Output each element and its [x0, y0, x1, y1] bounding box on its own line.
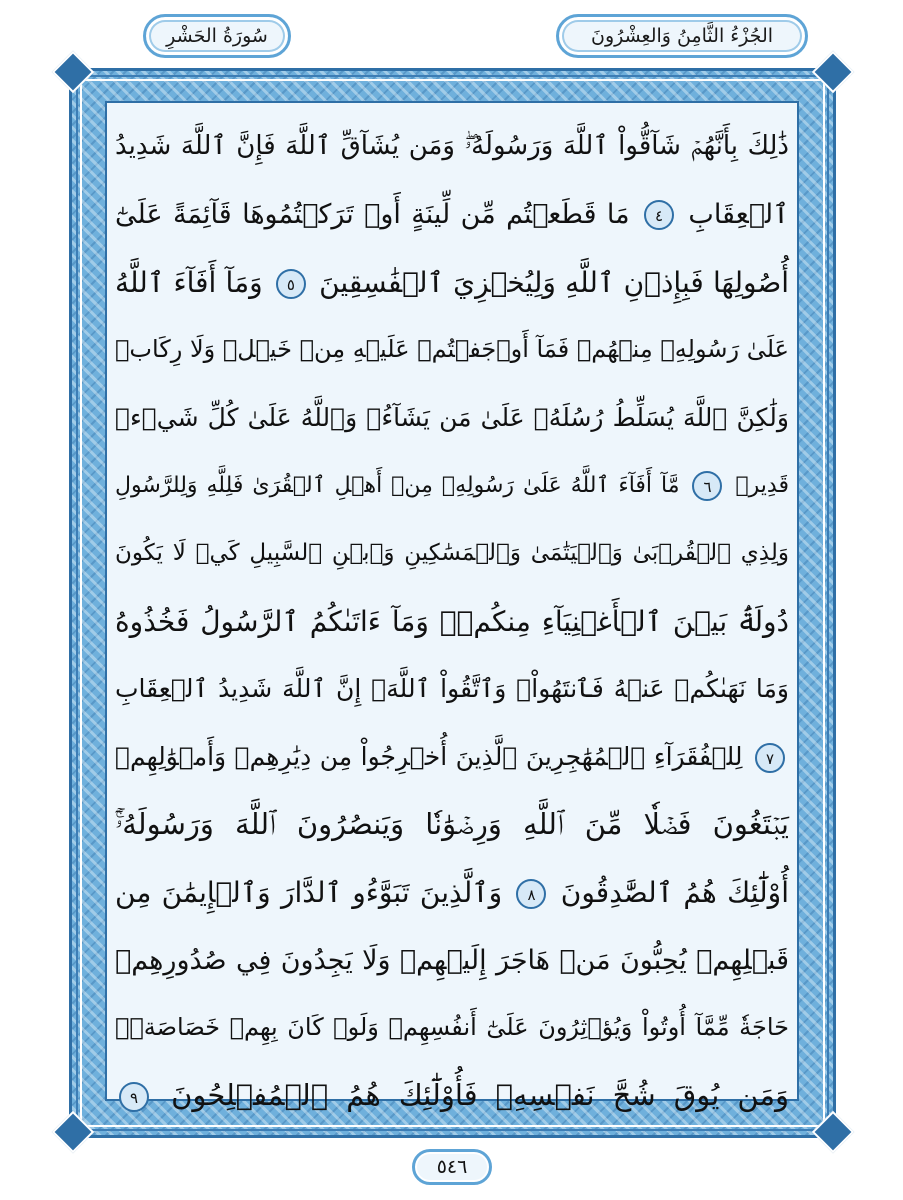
text-line: [115, 927, 789, 995]
text-line: [115, 452, 789, 520]
verse-text: مَا قَطَعۡتُم مِّن لِّينَةٍ أَوۡ تَرَكۡتُمُوهَا قَآئِمَةً عَلَىٰٓ: [115, 198, 630, 230]
ayah-number-marker: ٤: [644, 200, 674, 230]
text-line: [115, 113, 789, 181]
text-line: [115, 384, 789, 452]
text-line: [115, 520, 789, 588]
text-line: [115, 655, 789, 723]
verse-text: يَبۡتَغُونَ فَضۡلٗا مِّنَ ٱللَّهِ وَرِضۡوَٰنٗا وَيَنصُرُونَ ٱللَّهَ وَرَسُولَهُۥٓۚ: [115, 806, 789, 841]
verse-text: أُصُولِهَا فَبِإِذۡنِ ٱللَّهِ وَلِيُخۡزِيَ ٱلۡفَٰسِقِينَ: [319, 265, 790, 299]
verse-text: وَمَا نَهَىٰكُمۡ عَنۡهُ فَٱنتَهُواْۚ وَٱتَّقُواْ ٱللَّهَۖ إِنَّ ٱللَّهَ شَدِيدُ ٱلۡعِقَابِ: [115, 674, 789, 704]
text-line: [115, 316, 789, 384]
text-line: [115, 249, 789, 317]
surah-title-cartouche: [143, 14, 291, 58]
verse-text: وَلَٰكِنَّ ٱللَّهَ يُسَلِّطُ رُسُلَهُۥ عَلَىٰ مَن يَشَآءُۚ وَٱللَّهُ عَلَىٰ كُلِّ شَيۡءٖ: [115, 403, 789, 433]
surah-title: سُورَةُ الحَشْرِ: [166, 25, 268, 47]
verse-text: وَمَن يُوقَ شُحَّ نَفۡسِهِۦ فَأُوْلَٰٓئِكَ هُمُ ٱلۡمُفۡلِحُونَ: [171, 1078, 789, 1113]
verse-text: دُولَةَۢ بَيۡنَ ٱلۡأَغۡنِيَآءِ مِنكُمۡۚ وَمَآ ءَاتَىٰكُمُ ٱلرَّسُولُ فَخُذُوهُ: [115, 604, 789, 638]
verse-text: وَمَآ أَفَآءَ ٱللَّهُ: [115, 265, 263, 299]
ayah-number-marker: ٦: [692, 471, 722, 501]
ayah-number-marker: ٧: [755, 743, 785, 773]
text-line: [115, 994, 789, 1062]
juz-title: الجُزْءُ الثَّامِنُ وَالعِشْرُونَ: [590, 25, 774, 47]
verse-text: مَّآ أَفَآءَ ٱللَّهُ عَلَىٰ رَسُولِهِۦ مِنۡ أَهۡلِ ٱلۡقُرَىٰ فَلِلَّهِ وَلِلرَّسُولِ: [115, 472, 680, 498]
juz-title-cartouche: [556, 14, 808, 58]
quran-text: [115, 113, 789, 1130]
ayah-number-marker: ٩: [119, 1082, 149, 1112]
ayah-number-marker: ٥: [276, 269, 306, 299]
text-line: [115, 181, 789, 249]
text-line: [115, 588, 789, 656]
verse-text: قَدِيرٞ: [735, 472, 789, 498]
page-number-cartouche: [412, 1149, 492, 1185]
text-line: [115, 1062, 789, 1130]
text-line: [115, 859, 789, 927]
verse-text: أُوْلَٰٓئِكَ هُمُ ٱلصَّٰدِقُونَ: [560, 875, 789, 909]
text-line: [115, 723, 789, 791]
verse-text: وَلِذِي ٱلۡقُرۡبَىٰ وَٱلۡيَتَٰمَىٰ وَٱلۡمَسَٰكِينِ وَٱبۡنِ ٱلسَّبِيلِ كَيۡ لَا يَكُونَ: [115, 539, 789, 566]
verse-text: ذَٰلِكَ بِأَنَّهُمۡ شَآقُّواْ ٱللَّهَ وَرَسُولَهُۥۖ وَمَن يُشَآقِّ ٱللَّهَ فَإِنَّ ٱللَّهَ شَدِيدُ: [115, 131, 789, 161]
page-number: ٥٤٦: [436, 1156, 468, 1178]
verse-text: ٱلۡعِقَابِ: [688, 198, 789, 230]
verse-text: حَاجَةٗ مِّمَّآ أُوتُواْ وَيُؤۡثِرُونَ عَلَىٰٓ أَنفُسِهِمۡ وَلَوۡ كَانَ بِهِمۡ خَصَاصَةٞۚ: [115, 1013, 789, 1042]
verse-text: وَٱلَّذِينَ تَبَوَّءُو ٱلدَّارَ وَٱلۡإِيمَٰنَ مِن: [115, 875, 503, 909]
verse-text: عَلَىٰ رَسُولِهِۦ مِنۡهُمۡ فَمَآ أَوۡجَفۡتُمۡ عَلَيۡهِ مِنۡ خَيۡلٖ وَلَا رِكَابٖ: [115, 335, 790, 364]
text-line: [115, 791, 789, 859]
ayah-number-marker: ٨: [516, 879, 546, 909]
verse-text: لِلۡفُقَرَآءِ ٱلۡمُهَٰجِرِينَ ٱلَّذِينَ أُخۡرِجُواْ مِن دِيَٰرِهِمۡ وَأَمۡوَٰلِهِمۡ: [115, 742, 743, 772]
verse-text: قَبۡلِهِمۡ يُحِبُّونَ مَنۡ هَاجَرَ إِلَيۡهِمۡ وَلَا يَجِدُونَ فِي صُدُورِهِمۡ: [115, 944, 789, 976]
